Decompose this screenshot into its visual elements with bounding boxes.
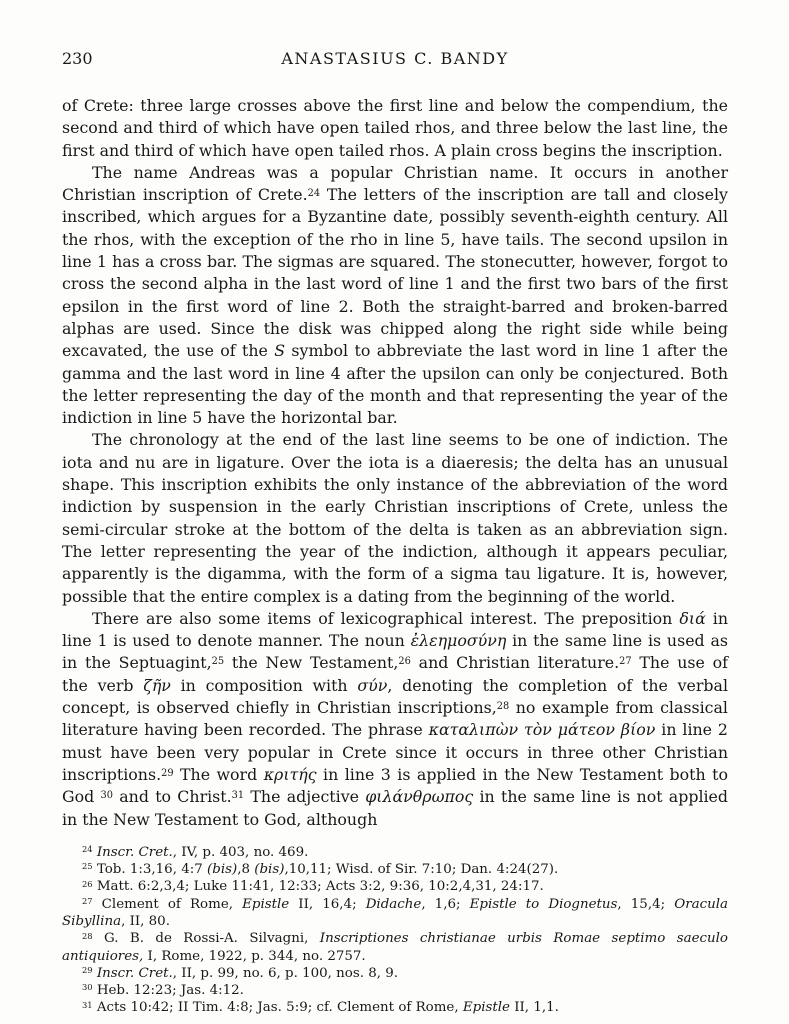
paragraph-text: in composition with — [170, 675, 358, 695]
paragraph — [62, 429, 728, 607]
greek-phrase: καταλιπὼν τὸν μάτεον βίον — [428, 720, 656, 740]
footnote — [62, 965, 728, 982]
footnote-text-italic: Inscriptiones christianae urbis Romae septimo saeculo antiquiores, — [62, 931, 728, 964]
paragraph — [62, 162, 728, 430]
footnote-text-italic: (bis) — [207, 862, 238, 878]
paragraph — [62, 608, 728, 831]
greek-term: ζῆν — [143, 675, 171, 695]
greek-term: κριτής — [263, 764, 317, 784]
footnote — [62, 999, 728, 1016]
footnote-text: Matt. 6:2,3,4; Luke 11:41, 12:33; Acts 3:2, 9:36, 10:2,4,31, 24:17. — [92, 879, 544, 895]
paragraph-text: The chronology at the end of the last line seems to be one of indiction. The iota and nu are in ligature. Over the iota is a diaeresis; the delta has an unusual shape. This inscription exhibits the only instance of the abbreviation of the word indiction by suspension in the early Christian inscriptions of Crete, unless the semi-circular stroke at the bottom of the delta is taken as an abbreviation sign. The letter representing the year of the indiction, although it appears peculiar, apparently is the digamma, with the form of a sigma tau ligature. It is, however, possible that the entire complex is a dating from the beginning of the world. — [62, 430, 728, 606]
paragraph-text: in the same line is used as in the Septuagint, — [62, 631, 728, 673]
footnote — [62, 844, 728, 861]
footnote-text: II, 16,4; — [289, 896, 366, 912]
paragraph-text-italic: S — [274, 341, 286, 361]
footnote-marker: 24 — [82, 844, 93, 855]
footnote-marker: 26 — [82, 878, 93, 889]
paragraph-text: , denoting the completion of the verbal concept, is observed chiefly in Christian inscriptions, — [62, 675, 728, 718]
paragraph-text: The name Andreas was a popular Christian name. It occurs in another Christian inscription of Crete. — [62, 162, 728, 205]
paragraph-text: symbol to abbreviate the last word in line 1 after the gamma and the last word in line 4 after the upsilon can only be conjectured. Both the letter representing the day of the month and that representing the year of the indiction in line 5 have the horizontal bar. — [62, 341, 728, 428]
paragraph-text: in line 3 is applied in the New Testament both to God — [62, 764, 728, 807]
paragraph-text: in line 1 is used to denote manner. The noun — [62, 608, 728, 651]
footnote-ref-29: 29 — [161, 767, 174, 779]
footnote-marker: 27 — [82, 895, 93, 906]
paragraph-text: The word — [173, 764, 264, 784]
footnote-text-italic: Inscr. Cret. — [92, 965, 173, 981]
paragraph — [62, 95, 728, 162]
footnote — [62, 861, 728, 878]
paragraph-text: The letters of the inscription are tall and closely inscribed, which argues for a Byzantine date, possibly seventh-eighth century. All the rhos, with the exception of the rho in line 5, have tails. The second upsilon in line 1 has a cross bar. The sigmas are squared. The stonecutter, however, forgot to cross the second alpha in the last word of line 1 and the first two bars of the first epsilon in the first word of line 2. Both the straight-barred and broken-barred alphas are used. Since the disk was chipped along the right side while being excavated, the use of the — [62, 185, 728, 361]
body-text — [62, 95, 728, 831]
footnote-text-italic: Epistle to Diognetus — [469, 896, 618, 912]
paragraph-text: The adjective — [244, 787, 366, 807]
footnote-ref-24: 24 — [307, 187, 321, 199]
footnote-text-italic: Inscr. Cret. — [92, 844, 173, 860]
paragraph-text: in the same line is not applied in the New Testament to God, although — [62, 787, 729, 829]
paragraph-text: There are also some items of lexicographical interest. The preposition — [92, 608, 680, 628]
footnote-text: Clement of Rome, — [92, 896, 243, 912]
footnote-text: , II, p. 99, no. 6, p. 100, nos. 8, 9. — [172, 965, 399, 981]
paragraph-text: and Christian literature. — [410, 653, 620, 673]
footnote-marker: 29 — [82, 965, 93, 976]
footnote-ref-25: 25 — [211, 656, 225, 668]
greek-term: διά — [679, 608, 706, 628]
greek-term: ἐλεημοσύνη — [410, 631, 507, 651]
footnote-text-italic: Didache — [365, 896, 422, 912]
page-number: 230 — [62, 49, 93, 68]
page-header — [62, 49, 728, 69]
paragraph-text: no example from classical literature having been recorded. The phrase — [62, 698, 728, 740]
footnote-text-italic: Epistle — [462, 1000, 510, 1016]
footnote-ref-30: 30 — [100, 789, 113, 801]
footnote-text: , 15,4; — [617, 896, 675, 912]
footnote — [62, 896, 728, 931]
footnote-ref-28: 28 — [496, 700, 510, 712]
footnote-text: I, Rome, 1922, p. 344, no. 2757. — [143, 948, 366, 964]
paragraph-text: and to Christ. — [112, 787, 232, 807]
footnote-text: ,8 — [237, 862, 255, 878]
footnote-text: II, 1,1. — [509, 1000, 559, 1016]
footnote-text: Acts 10:42; II Tim. 4:8; Jas. 5:9; cf. Clement of Rome, — [92, 1000, 463, 1016]
footnote-text-italic: Epistle — [242, 896, 290, 912]
paragraph-text: The use of the verb — [62, 653, 728, 695]
footnote-text: , II, 80. — [121, 913, 170, 929]
footnote-text: , 1,6; — [421, 896, 470, 912]
footnote — [62, 930, 728, 965]
footnote-text: Heb. 12:23; Jas. 4:12. — [92, 983, 244, 999]
footnote-text: G. B. de Rossi-A. Silvagni, — [92, 931, 320, 947]
footnote-marker: 31 — [82, 999, 93, 1010]
footnote — [62, 878, 728, 895]
paragraph-text: of Crete: three large crosses above the first line and below the compendium, the second and third of which have open tailed rhos, and three below the last line, the first and third of which have open tailed rhos. A plain cross begins the inscription. — [62, 96, 728, 160]
footnote — [62, 982, 728, 999]
footnote-text-italic: Oracula Sibyllina — [62, 896, 728, 929]
greek-term: σύν — [357, 675, 388, 695]
footnote-marker: 30 — [82, 982, 93, 993]
footnote-ref-31: 31 — [231, 789, 245, 801]
footnote-text: Tob. 1:3,16, 4:7 — [92, 862, 208, 878]
footnote-text-italic: (bis) — [254, 862, 285, 878]
footnote-ref-27: 27 — [619, 656, 632, 668]
paragraph-text: the New Testament, — [224, 653, 399, 673]
footnotes-block — [62, 844, 728, 1017]
greek-term: φιλάνθρωπος — [365, 787, 474, 807]
footnote-ref-26: 26 — [398, 656, 411, 668]
footnote-marker: 25 — [82, 861, 93, 872]
footnote-marker: 28 — [82, 930, 93, 941]
footnote-text: , IV, p. 403, no. 469. — [172, 844, 309, 860]
footnote-text: ,10,11; Wisd. of Sir. 7:10; Dan. 4:24(27). — [284, 862, 559, 878]
running-head: ANASTASIUS C. BANDY — [281, 49, 509, 68]
paragraph-text: in line 2 must have been very popular in Crete since it occurs in three other Christian inscriptions. — [62, 720, 728, 784]
